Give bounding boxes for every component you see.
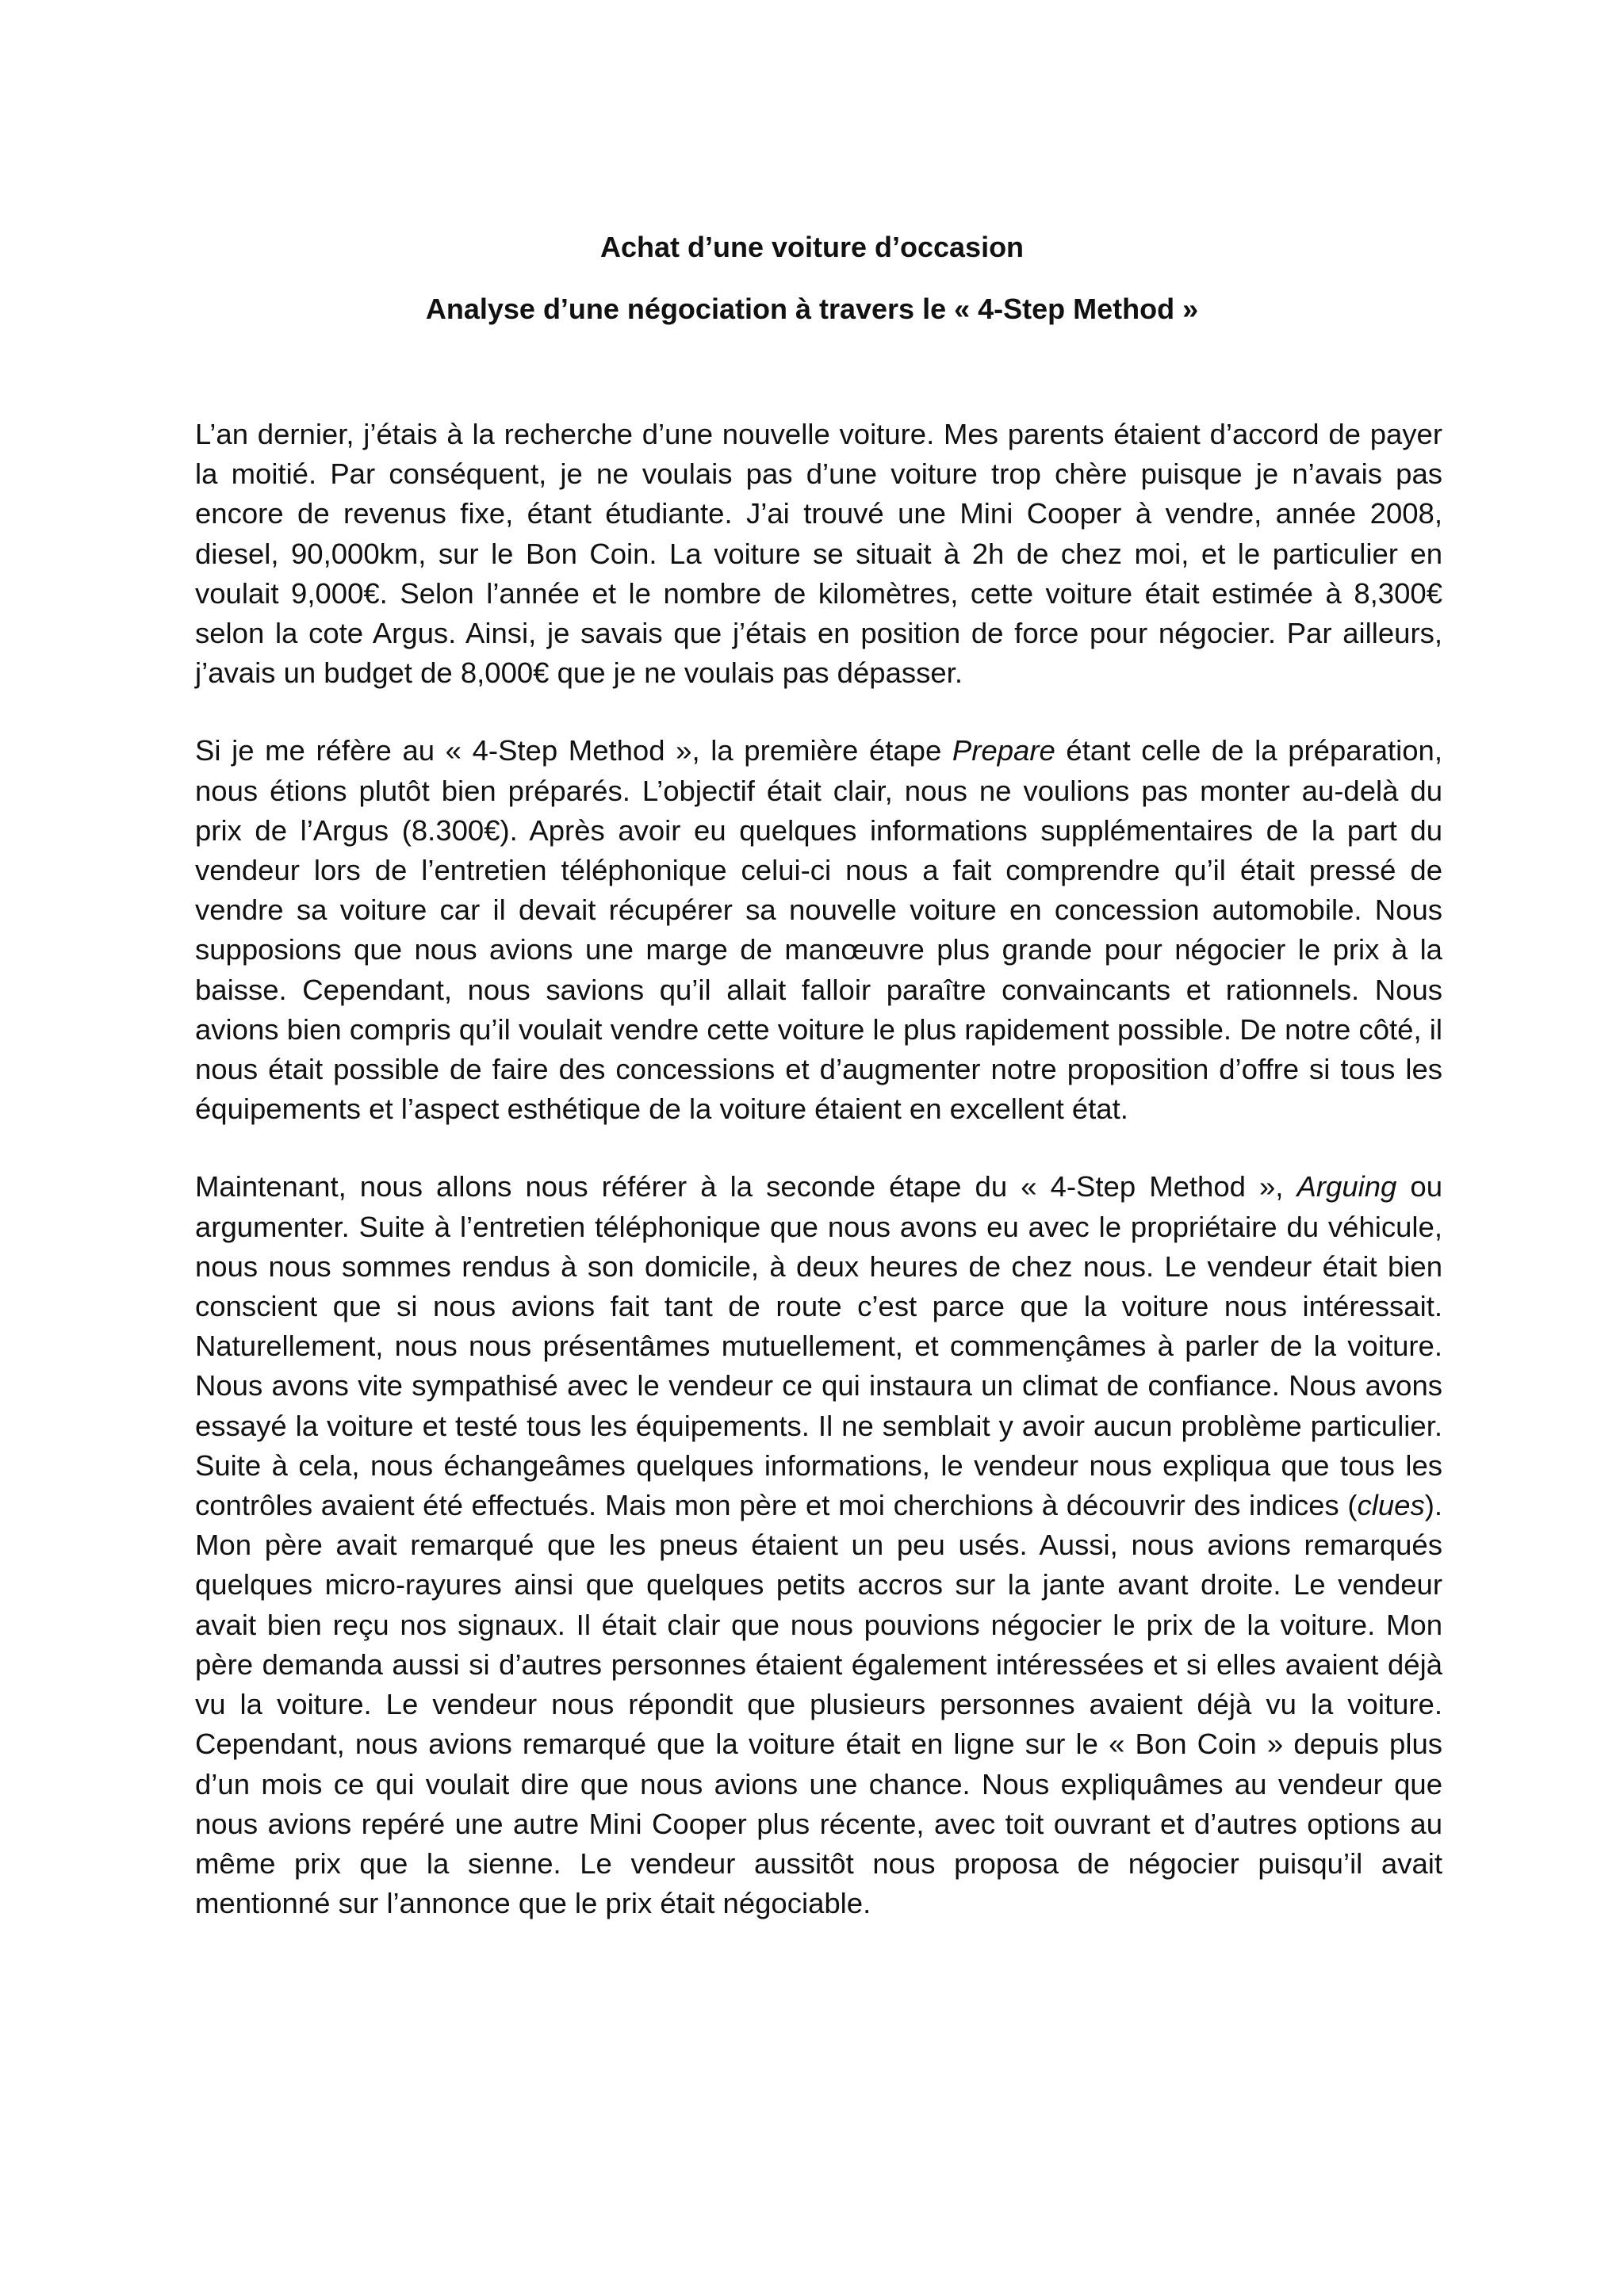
document-subtitle: Analyse d’une négociation à travers le « 4-Step Method » <box>425 293 1199 325</box>
paragraph-1: L’an dernier, j’étais à la recherche d’une nouvelle voiture. Mes parents étaient d’accord de payer la moitié. Par conséquent, je ne voulais pas d’une voiture trop chère puisque je n’avais pas encore de revenus fixe, étant étudiante. J’ai trouvé une Mini Cooper à vendre, année 2008, diesel, 90,000km, sur le Bon Coin. La voiture se situait à 2h de chez moi, et le particulier en voulait 9,000€. Selon l’année et le nombre de kilomètres, cette voiture était estimée à 8,300€ selon la cote Argus. Ainsi, je savais que j’étais en position de force pour négocier. Par ailleurs, j’avais un budget de 8,000€ que je ne voulais pas dépasser. <box>195 418 1442 690</box>
paragraph-3-text-c: ). Mon père avait remarqué que les pneus étaient un peu usés. Aussi, nous avions remarqués quelques micro-rayures ainsi que quelques petits accros sur la jante avant droite. Le vendeur avait bien reçu nos signaux. Il était clair que nous pouvions négocier le prix de la voiture. Mon père demanda aussi si d’autres personnes étaient également intéressées et si elles avaient déjà vu la voiture. Le vendeur nous répondit que plusieurs personnes avaient déjà vu la voiture. Cependant, nous avions remarqué que la voiture était en ligne sur le « Bon Coin » depuis plus d’un mois ce qui voulait dire que nous avions une chance. Nous expliquâmes au vendeur que nous avions repéré une autre Mini Cooper plus récente, avec toit ouvrant et d’autres options au même prix que la sienne. Le vendeur aussitôt nous proposa de négocier puisqu’il avait mentionné sur l’annonce que le prix était négociable. <box>195 1489 1442 1920</box>
paragraph-3-text-a: Maintenant, nous allons nous référer à la seconde étape du « 4-Step Method », <box>195 1170 1297 1203</box>
document-title: Achat d’une voiture d’occasion <box>599 231 1025 263</box>
paragraph-2 <box>195 731 1442 1129</box>
paragraph-2-emphasis-prepare: Prepare <box>952 734 1055 767</box>
paragraph-3 <box>195 1167 1442 1923</box>
paragraph-3-emphasis-clues: clues <box>1357 1489 1425 1522</box>
paragraph-3-emphasis-arguing: Arguing <box>1297 1170 1397 1203</box>
paragraph-3-text-b: ou argumenter. Suite à l’entretien téléphonique que nous avons eu avec le propriétaire du véhicule, nous nous sommes rendus à son domicile, à deux heures de chez nous. Le vendeur était bien conscient que si nous avions fait tant de route c’est parce que la voiture nous intéressait. Naturellement, nous nous présentâmes mutuellement, et commençâmes à parler de la voiture. Nous avons vite sympathisé avec le vendeur ce qui instaura un climat de confiance. Nous avons essayé la voiture et testé tous les équipements. Il ne semblait y avoir aucun problème particulier. Suite à cela, nous échangeâmes quelques informations, le vendeur nous expliqua que tous les contrôles avaient été effectués. Mais mon père et moi cherchions à découvrir des indices ( <box>195 1170 1442 1522</box>
document-body <box>195 415 1442 1961</box>
title-block <box>0 230 1624 327</box>
paragraph-2-text-b: étant celle de la préparation, nous étions plutôt bien préparés. L’objectif était clair, nous ne voulions pas monter au-delà du prix de l’Argus (8.300€). Après avoir eu quelques informations supplémentaires de la part du vendeur lors de l’entretien téléphonique celui-ci nous a fait comprendre qu’il était pressé de vendre sa voiture car il devait récupérer sa nouvelle voiture en concession automobile. Nous supposions que nous avions une marge de manœuvre plus grande pour négocier le prix à la baisse. Cependant, nous savions qu’il allait falloir paraître convaincants et rationnels. Nous avions bien compris qu’il voulait vendre cette voiture le plus rapidement possible. De notre côté, il nous était possible de faire des concessions et d’augmenter notre proposition d’offre si tous les équipements et l’aspect esthétique de la voiture étaient en excellent état. <box>195 734 1443 1126</box>
paragraph-2-text-a: Si je me réfère au « 4-Step Method », la première étape <box>195 734 952 767</box>
